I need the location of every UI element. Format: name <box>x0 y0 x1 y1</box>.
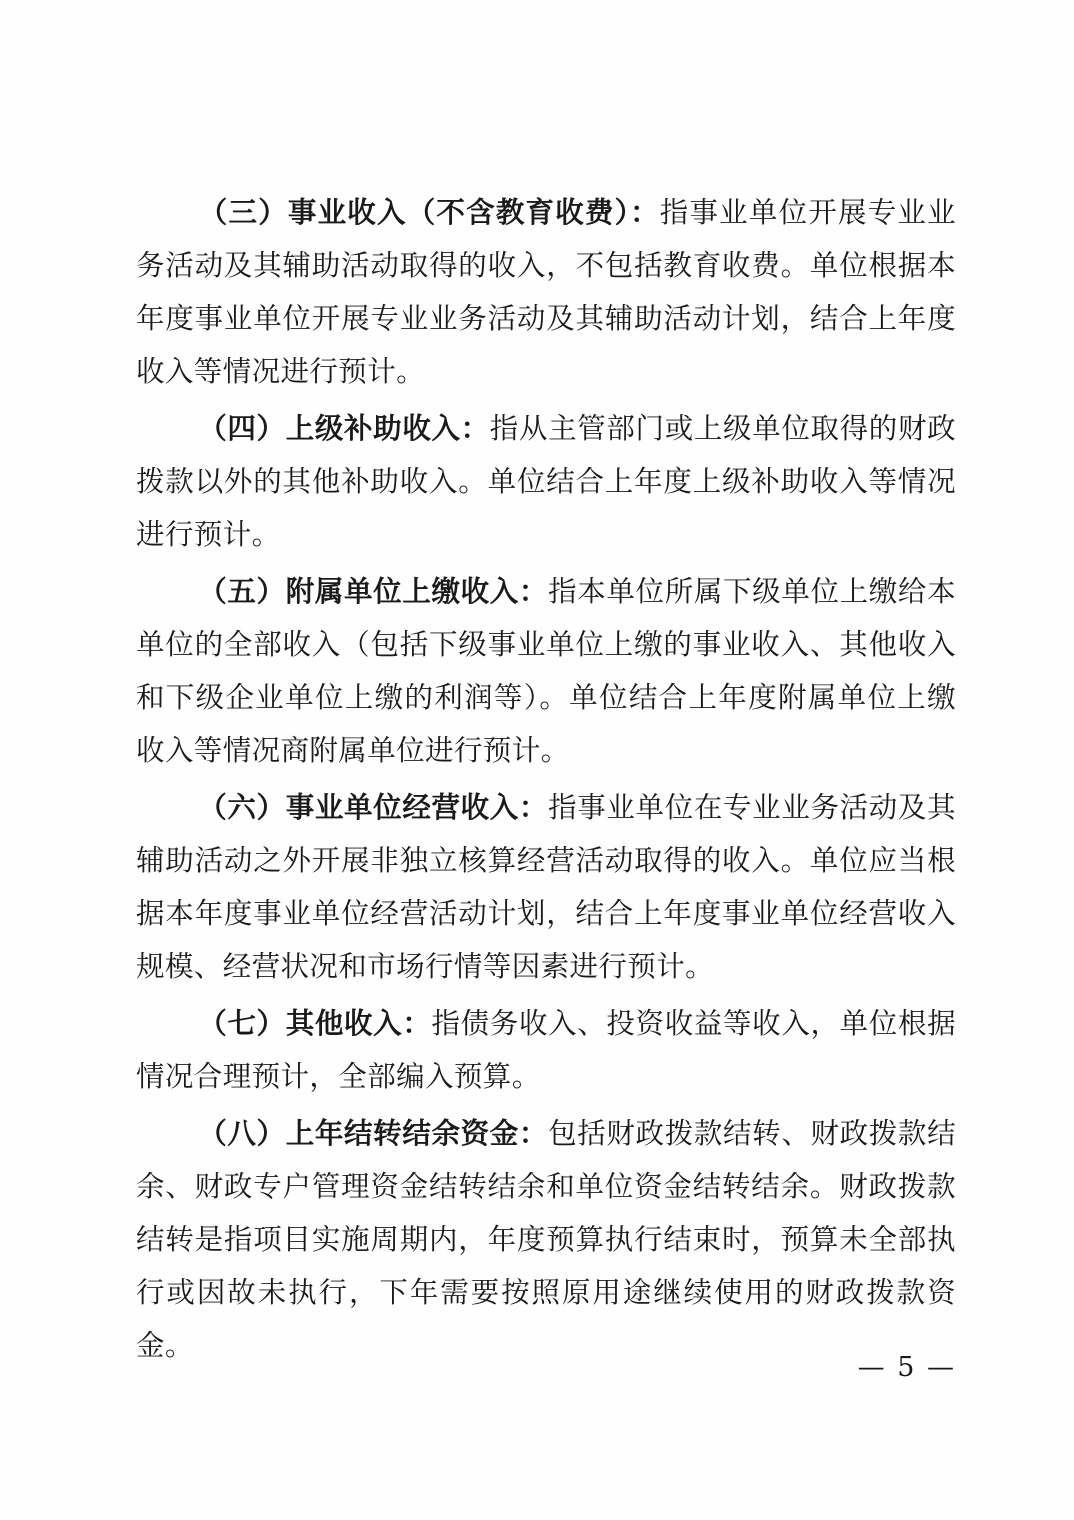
paragraph-text: 指债务收入、投资收益等收入，单位根据情况合理预计，全部编入预算。 <box>136 1007 956 1093</box>
paragraph-lead: （四）上级补助收入： <box>198 411 490 445</box>
paragraph-text: 指事业单位在专业业务活动及其辅助活动之外开展非独立核算经营活动取得的收入。单位应当根据本年度事业单位经营活动计划，结合上年度事业单位经营收入规模、经营状况和市场行情等因素进行预计。 <box>136 791 956 983</box>
page-number: — 5 — <box>857 1352 956 1383</box>
paragraph-item-4 <box>136 402 956 561</box>
paragraph-lead: （八）上年结转结余资金： <box>198 1116 549 1150</box>
paragraph-lead: （三）事业收入（不含教育收费）： <box>198 195 660 229</box>
paragraph-item-8 <box>136 1107 956 1372</box>
paragraph-text: 包括财政拨款结转、财政拨款结余、财政专户管理资金结转结余和单位资金结转结余。财政拨款结转是指项目实施周期内，年度预算执行结束时，预算未全部执行或因故未执行，下年需要按照原用途继续使用的财政拨款资金。 <box>136 1117 956 1362</box>
paragraph-item-3 <box>136 186 956 398</box>
paragraph-text: 指事业单位开展专业业务活动及其辅助活动取得的收入，不包括教育收费。单位根据本年度事业单位开展专业业务活动及其辅助活动计划，结合上年度收入等情况进行预计。 <box>136 196 956 388</box>
paragraph-item-5 <box>136 565 956 777</box>
paragraph-text: 指本单位所属下级单位上缴给本单位的全部收入（包括下级事业单位上缴的事业收入、其他收入和下级企业单位上缴的利润等）。单位结合上年度附属单位上缴收入等情况商附属单位进行预计。 <box>136 575 956 767</box>
paragraph-text: 指从主管部门或上级单位取得的财政拨款以外的其他补助收入。单位结合上年度上级补助收入等情况进行预计。 <box>136 412 956 551</box>
paragraph-lead: （五）附属单位上缴收入： <box>198 574 549 608</box>
paragraph-item-6 <box>136 781 956 993</box>
paragraph-lead: （七）其他收入： <box>198 1006 432 1040</box>
paragraph-lead: （六）事业单位经营收入： <box>198 790 549 824</box>
paragraph-item-7 <box>136 997 956 1103</box>
document-body <box>136 186 956 1376</box>
